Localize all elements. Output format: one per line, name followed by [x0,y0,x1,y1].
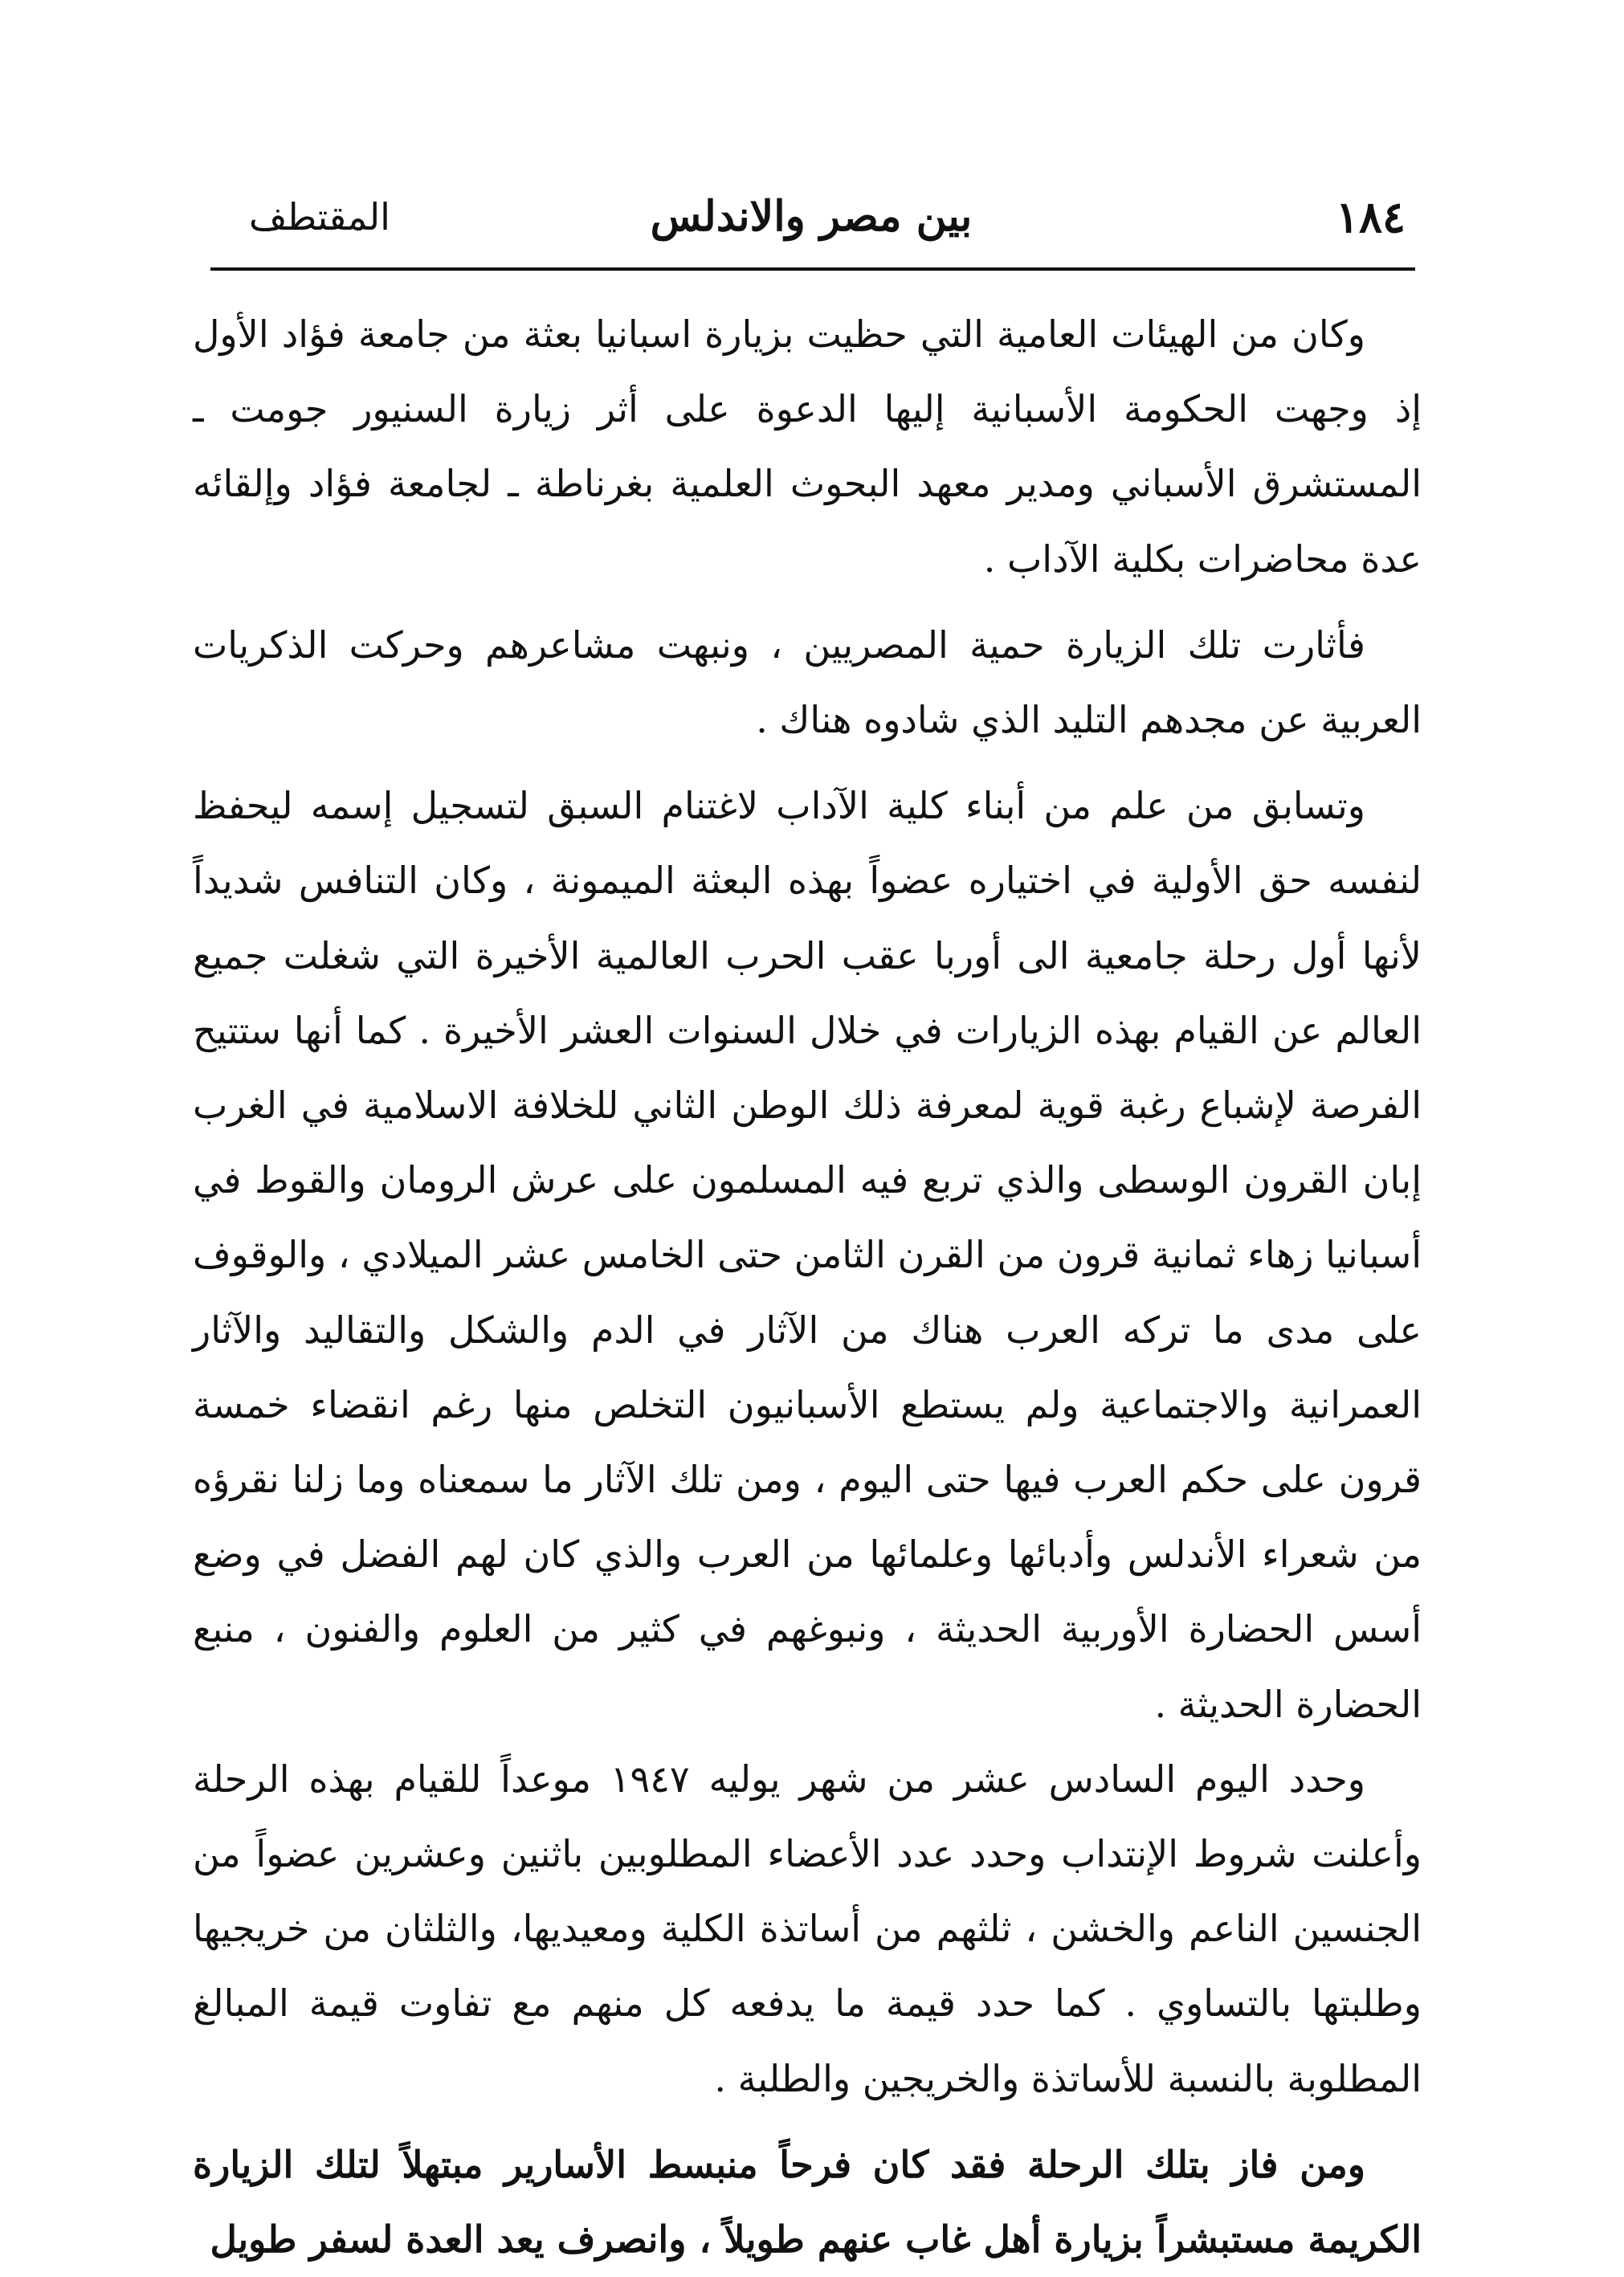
paragraph-3: وتسابق من علم من أبناء كلية الآداب لاغتنام السبق لتسجيل إسمه ليحفظ لنفسه حق الأولية في اختياره عضواً بهذه البعثة الميمونة ، وكان التنافس شديداً لأنها أول رحلة جامعية الى أوربا عقب الحرب العالمية الأخيرة التي شغلت جميع العالم عن القيام بهذه الزيارات في خلال السنوات العشر الأخيرة . كما أنها ستتيح الفرصة لإشباع رغبة قوية لمعرفة ذلك الوطن الثاني للخلافة الاسلامية في الغرب إبان القرون الوسطى والذي تربع فيه المسلمون على عرش الرومان والقوط في أسبانيا زهاء ثمانية قرون من القرن الثامن حتى الخامس عشر الميلادي ، والوقوف على مدى ما تركه العرب هناك من الآثار في الدم والشكل والتقاليد والآثار العمرانية والاجتماعية ولم يستطع الأسبانيون التخلص منها رغم انقضاء خمسة قرون على حكم العرب فيها حتى اليوم ، ومن تلك الآثار ما سمعناه وما زلنا نقرؤه من شعراء الأندلس وأدبائها وعلمائها من العرب والذي كان لهم الفضل في وضع أسس الحضارة الأوربية الحديثة ، ونبوغهم في كثير من العلوم والفنون ، منبع الحضارة الحديثة . [193,784,1422,1726]
paragraph-1: وكان من الهيئات العامية التي حظيت بزيارة اسبانيا بعثة من جامعة فؤاد الأول إذ وجهت الحكومة الأسبانية إليها الدعوة على أثر زيارة السنيور جومت ـ المستشرق الأسباني ومدير معهد البحوث العلمية بغرناطة ـ لجامعة فؤاد وإلقائه عدة محاضرات بكلية الآداب . [193,312,1422,581]
running-title: بين مصر والاندلس [650,192,973,241]
paragraph-5: ومن فاز بتلك الرحلة فقد كان فرحاً منبسط الأسارير مبتهلاً لتلك الزيارة الكريمة مستبشراً بزيارة أهل غاب عنهم طويلاً ، وانصرف يعد العدة لسفر طويل [193,2142,1422,2262]
page-number: ١٨٤ [1335,191,1406,243]
paragraph-4: وحدد اليوم السادس عشر من شهر يوليه ١٩٤٧ موعداً للقيام بهذه الرحلة وأعلنت شروط الإنتداب وحدد عدد الأعضاء المطلوبين باثنين وعشرين عضواً من الجنسين الناعم والخشن ، ثلثهم من أساتذة الكلية ومعيديها، والثلثان من خريجيها وطلبتها بالتساوي . كما حدد قيمة ما يدفعه كل منهم مع تفاوت قيمة المبالغ المطلوبة بالنسبة للأساتذة والخريجين والطلبة . [193,1757,1422,2100]
journal-name: المقتطف [249,195,390,239]
paragraph-2: فأثارت تلك الزيارة حمية المصريين ، ونبهت مشاعرهم وحركت الذكريات العربية عن مجدهم التليد الذي شادوه هناك . [193,622,1422,742]
article-body [193,297,1422,2277]
page-header [217,181,1406,253]
header-rule [210,267,1415,271]
